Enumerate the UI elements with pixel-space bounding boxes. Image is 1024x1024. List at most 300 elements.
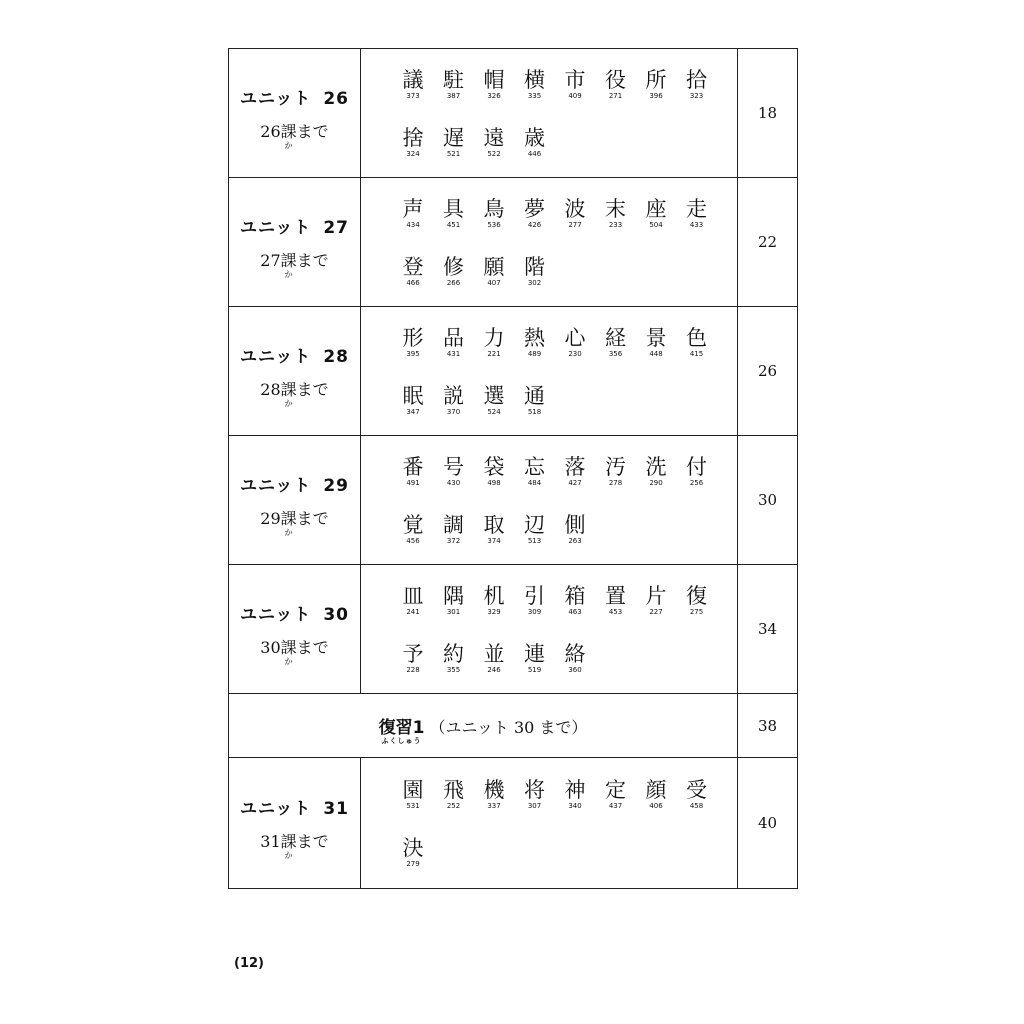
kanji-char: 約 (443, 642, 464, 666)
kanji-char: 辺 (524, 513, 545, 537)
lesson-number: 28 (260, 380, 281, 399)
kanji-number: 456 (406, 537, 420, 545)
kanji-entry (644, 584, 685, 616)
kanji-number: 301 (446, 608, 461, 616)
toc-table (228, 48, 798, 889)
unit-title-label: ユニット (240, 347, 312, 367)
unit-cell (229, 436, 361, 565)
kanji-number: 522 (487, 150, 501, 158)
kanji-number: 360 (568, 666, 582, 674)
kanji-entry (644, 326, 685, 358)
kanji-char: 番 (402, 455, 424, 479)
kanji-entry (401, 126, 442, 158)
kanji-number: 458 (689, 802, 704, 810)
kanji-number: 279 (406, 860, 420, 868)
kanji-entry (563, 455, 604, 487)
kanji-number: 463 (568, 608, 582, 616)
lesson-kanji-ruby (280, 377, 297, 408)
kanji-number: 466 (406, 279, 420, 287)
kanji-cell (361, 436, 738, 565)
unit-cell (229, 758, 361, 889)
kanji-char: 復 (686, 584, 707, 608)
kanji-number: 221 (487, 350, 501, 358)
kanji-char: 登 (402, 255, 424, 279)
kanji-entry (442, 68, 483, 100)
kanji-line (401, 455, 737, 487)
kanji-char: 調 (443, 513, 464, 537)
kanji-entry (482, 778, 523, 810)
kanji-number: 395 (406, 350, 420, 358)
kanji-char: 品 (443, 326, 464, 350)
lesson-kanji-ruby (280, 506, 297, 537)
lesson-number: 30 (260, 638, 281, 657)
unit-title (229, 471, 360, 496)
kanji-number: 271 (608, 92, 623, 100)
kanji-number: 524 (487, 408, 501, 416)
kanji-number: 434 (406, 221, 420, 229)
kanji-entry (442, 513, 483, 545)
kanji-number: 448 (649, 350, 663, 358)
page-number: (12) (234, 956, 264, 971)
kanji-number: 431 (446, 350, 461, 358)
kanji-number: 513 (527, 537, 542, 545)
kanji-entry (401, 255, 442, 287)
kanji-line (401, 255, 737, 287)
kanji-char: 汚 (605, 455, 626, 479)
kanji-line (401, 384, 737, 416)
review-row (229, 694, 798, 758)
unit-lesson-range (260, 635, 329, 666)
kanji-entry (644, 68, 685, 100)
kanji-char: 横 (524, 68, 545, 92)
kanji-line (401, 513, 737, 545)
lesson-kanji: 課 (280, 122, 297, 141)
unit-title (229, 342, 360, 367)
lesson-number: 27 (260, 251, 281, 270)
kanji-entry (401, 642, 442, 674)
review-title (378, 713, 425, 745)
unit-lesson-range (260, 506, 329, 537)
kanji-number: 484 (527, 479, 542, 487)
kanji-entry (563, 642, 604, 674)
kanji-entry (442, 384, 483, 416)
unit-lesson-range (260, 829, 329, 860)
kanji-char: 通 (524, 384, 545, 408)
kanji-number: 275 (689, 608, 704, 616)
kanji-entry (482, 68, 523, 100)
kanji-char: 走 (686, 197, 707, 221)
kanji-entry (482, 455, 523, 487)
kanji-entry (523, 778, 564, 810)
kanji-number: 519 (527, 666, 542, 674)
lesson-kanji: 課 (280, 832, 297, 851)
kanji-number: 521 (446, 150, 461, 158)
kanji-char: 選 (483, 384, 505, 408)
kanji-number: 427 (568, 479, 582, 487)
lesson-kanji-ruby (280, 119, 297, 150)
unit-row (229, 565, 798, 694)
kanji-char: 定 (605, 778, 626, 802)
kanji-number: 290 (649, 479, 663, 487)
kanji-number: 228 (406, 666, 420, 674)
unit-lesson-range (260, 119, 329, 150)
unit-title-label: ユニット (240, 799, 312, 819)
review-cell (229, 694, 738, 758)
lesson-number: 26 (260, 122, 281, 141)
kanji-entry (482, 642, 523, 674)
review-number: 1 (412, 718, 425, 738)
kanji-entry (604, 326, 645, 358)
page-ref: 34 (738, 565, 798, 694)
kanji-char: 顔 (645, 778, 667, 802)
kanji-char: 声 (402, 197, 424, 221)
kanji-number: 227 (649, 608, 663, 616)
kanji-entry (523, 513, 564, 545)
kanji-number: 233 (608, 221, 623, 229)
kanji-number: 396 (649, 92, 663, 100)
kanji-char: 袋 (483, 455, 505, 479)
unit-number: 26 (323, 89, 349, 109)
kanji-entry (442, 778, 483, 810)
kanji-line (401, 126, 737, 158)
kanji-number: 277 (568, 221, 582, 229)
kanji-entry (482, 126, 523, 158)
unit-row (229, 436, 798, 565)
kanji-char: 波 (564, 197, 586, 221)
lesson-ruby: か (284, 657, 293, 666)
kanji-char: 神 (564, 778, 586, 802)
kanji-entry (523, 384, 564, 416)
kanji-entry (523, 197, 564, 229)
kanji-entry (523, 642, 564, 674)
unit-number: 29 (323, 476, 349, 496)
kanji-number: 373 (406, 92, 420, 100)
kanji-char: 役 (605, 68, 626, 92)
lesson-ruby: か (284, 851, 293, 860)
kanji-line (401, 68, 737, 100)
page-ref: 38 (738, 694, 798, 758)
unit-title-label: ユニット (240, 476, 312, 496)
kanji-entry (604, 778, 645, 810)
lesson-suffix: まで (296, 122, 329, 141)
kanji-char: 拾 (686, 68, 707, 92)
kanji-entry (523, 455, 564, 487)
lesson-number: 31 (260, 832, 281, 851)
kanji-char: 色 (686, 326, 707, 350)
kanji-entry (604, 584, 645, 616)
kanji-entry (523, 255, 564, 287)
kanji-char: 議 (402, 68, 424, 92)
kanji-char: 絡 (564, 642, 586, 666)
kanji-number: 335 (527, 92, 542, 100)
kanji-entry (563, 584, 604, 616)
kanji-char: 所 (645, 68, 667, 92)
kanji-entry (442, 197, 483, 229)
kanji-number: 337 (487, 802, 501, 810)
unit-title-label: ユニット (240, 605, 312, 625)
kanji-cell (361, 178, 738, 307)
lesson-ruby: か (284, 141, 293, 150)
kanji-char: 修 (443, 255, 464, 279)
kanji-number: 347 (406, 408, 420, 416)
kanji-entry (563, 778, 604, 810)
kanji-char: 覚 (402, 513, 424, 537)
kanji-char: 夢 (524, 197, 545, 221)
kanji-char: 説 (443, 384, 464, 408)
kanji-entry (523, 68, 564, 100)
lesson-ruby: か (284, 399, 293, 408)
kanji-char: 眠 (402, 384, 424, 408)
page-ref: 18 (738, 49, 798, 178)
kanji-char: 形 (402, 326, 424, 350)
lesson-number: 29 (260, 509, 281, 528)
kanji-char: 歳 (524, 126, 545, 150)
kanji-number: 446 (527, 150, 542, 158)
unit-cell (229, 49, 361, 178)
kanji-char: 力 (483, 326, 505, 350)
kanji-number: 518 (527, 408, 542, 416)
unit-cell (229, 178, 361, 307)
lesson-ruby: か (284, 270, 293, 279)
kanji-char: 予 (402, 642, 424, 666)
lesson-kanji-ruby (280, 635, 297, 666)
toc-body (229, 49, 798, 889)
kanji-char: 引 (524, 584, 545, 608)
kanji-number: 323 (689, 92, 704, 100)
kanji-number: 407 (487, 279, 501, 287)
kanji-entry (563, 68, 604, 100)
kanji-char: 側 (564, 513, 586, 537)
kanji-char: 遠 (483, 126, 505, 150)
kanji-char: 片 (645, 584, 667, 608)
kanji-entry (482, 255, 523, 287)
kanji-number: 531 (406, 802, 420, 810)
kanji-number: 340 (568, 802, 582, 810)
kanji-char: 取 (483, 513, 505, 537)
kanji-entry (482, 326, 523, 358)
kanji-entry (685, 455, 726, 487)
lesson-suffix: まで (296, 251, 329, 270)
kanji-entry (685, 68, 726, 100)
kanji-char: 置 (605, 584, 626, 608)
kanji-char: 帽 (483, 68, 505, 92)
kanji-cell (361, 758, 738, 889)
kanji-number: 307 (527, 802, 542, 810)
kanji-entry (482, 513, 523, 545)
kanji-cell (361, 565, 738, 694)
unit-title (229, 84, 360, 109)
kanji-number: 387 (446, 92, 461, 100)
kanji-char: 捨 (402, 126, 424, 150)
kanji-number: 374 (487, 537, 501, 545)
unit-row (229, 178, 798, 307)
kanji-entry (604, 68, 645, 100)
kanji-entry (685, 584, 726, 616)
page-ref: 26 (738, 307, 798, 436)
kanji-number: 256 (689, 479, 704, 487)
kanji-entry (401, 513, 442, 545)
kanji-entry (442, 642, 483, 674)
kanji-number: 504 (649, 221, 663, 229)
kanji-line (401, 836, 737, 868)
kanji-entry (401, 384, 442, 416)
kanji-char: 隅 (443, 584, 464, 608)
unit-number: 31 (323, 799, 349, 819)
kanji-number: 266 (446, 279, 461, 287)
kanji-char: 市 (564, 68, 586, 92)
kanji-char: 洗 (645, 455, 667, 479)
kanji-number: 498 (487, 479, 501, 487)
lesson-kanji: 課 (280, 251, 297, 270)
kanji-entry (401, 197, 442, 229)
kanji-entry (442, 455, 483, 487)
lesson-suffix: まで (296, 832, 329, 851)
kanji-cell (361, 307, 738, 436)
kanji-number: 355 (446, 666, 461, 674)
kanji-number: 246 (487, 666, 501, 674)
kanji-number: 453 (608, 608, 623, 616)
kanji-char: 落 (564, 455, 586, 479)
kanji-entry (523, 126, 564, 158)
kanji-number: 252 (446, 802, 461, 810)
kanji-entry (442, 584, 483, 616)
unit-number: 30 (323, 605, 349, 625)
kanji-char: 鳥 (483, 197, 505, 221)
review-label: 復習 (378, 718, 413, 738)
kanji-char: 遅 (443, 126, 464, 150)
unit-lesson-range (260, 377, 329, 408)
kanji-entry (644, 778, 685, 810)
kanji-number: 278 (608, 479, 623, 487)
kanji-number: 536 (487, 221, 501, 229)
kanji-number: 415 (689, 350, 704, 358)
kanji-entry (644, 455, 685, 487)
kanji-entry (563, 513, 604, 545)
kanji-entry (563, 197, 604, 229)
lesson-kanji-ruby (280, 248, 297, 279)
kanji-number: 433 (689, 221, 704, 229)
kanji-char: 階 (524, 255, 545, 279)
kanji-char: 受 (686, 778, 707, 802)
lesson-ruby: か (284, 528, 293, 537)
unit-title (229, 213, 360, 238)
lesson-suffix: まで (296, 509, 329, 528)
kanji-char: 座 (645, 197, 667, 221)
kanji-entry (442, 326, 483, 358)
review-detail: （ユニット 30 まで） (429, 718, 588, 737)
kanji-number: 430 (446, 479, 461, 487)
kanji-number: 263 (568, 537, 582, 545)
kanji-entry (401, 68, 442, 100)
page-ref: 40 (738, 758, 798, 889)
kanji-char: 連 (524, 642, 545, 666)
unit-title-label: ユニット (240, 218, 312, 238)
kanji-number: 409 (568, 92, 582, 100)
kanji-line (401, 778, 737, 810)
kanji-entry (482, 197, 523, 229)
kanji-cell (361, 49, 738, 178)
kanji-entry (604, 197, 645, 229)
kanji-line (401, 584, 737, 616)
kanji-number: 451 (446, 221, 461, 229)
kanji-number: 356 (608, 350, 623, 358)
kanji-char: 皿 (402, 584, 424, 608)
kanji-entry (401, 836, 442, 868)
kanji-char: 経 (605, 326, 626, 350)
lesson-suffix: まで (296, 380, 329, 399)
unit-row (229, 758, 798, 889)
kanji-entry (442, 126, 483, 158)
kanji-entry (563, 326, 604, 358)
kanji-number: 230 (568, 350, 582, 358)
kanji-entry (401, 326, 442, 358)
kanji-entry (442, 255, 483, 287)
unit-number: 28 (323, 347, 349, 367)
unit-number: 27 (323, 218, 349, 238)
kanji-char: 熱 (524, 326, 545, 350)
page-ref: 30 (738, 436, 798, 565)
kanji-line (401, 197, 737, 229)
lesson-kanji: 課 (280, 380, 297, 399)
kanji-char: 箱 (564, 584, 586, 608)
unit-lesson-range (260, 248, 329, 279)
kanji-char: 将 (524, 778, 545, 802)
kanji-number: 406 (649, 802, 663, 810)
kanji-char: 駐 (443, 68, 464, 92)
kanji-entry (685, 326, 726, 358)
kanji-char: 願 (483, 255, 505, 279)
kanji-number: 372 (446, 537, 461, 545)
unit-row (229, 49, 798, 178)
kanji-number: 302 (527, 279, 542, 287)
lesson-kanji: 課 (280, 638, 297, 657)
kanji-char: 機 (483, 778, 505, 802)
kanji-number: 426 (527, 221, 542, 229)
kanji-char: 付 (686, 455, 707, 479)
kanji-number: 370 (446, 408, 461, 416)
page-ref: 22 (738, 178, 798, 307)
kanji-char: 並 (483, 642, 505, 666)
kanji-entry (401, 584, 442, 616)
kanji-char: 号 (443, 455, 464, 479)
kanji-line (401, 642, 737, 674)
kanji-number: 329 (487, 608, 501, 616)
kanji-number: 241 (406, 608, 420, 616)
kanji-entry (401, 455, 442, 487)
review-ruby: ふくしゅう (381, 737, 422, 745)
lesson-suffix: まで (296, 638, 329, 657)
kanji-entry (685, 197, 726, 229)
kanji-entry (523, 584, 564, 616)
kanji-number: 309 (527, 608, 542, 616)
kanji-char: 景 (645, 326, 667, 350)
unit-row (229, 307, 798, 436)
kanji-entry (644, 197, 685, 229)
kanji-number: 326 (487, 92, 501, 100)
unit-title-label: ユニット (240, 89, 312, 109)
kanji-line (401, 326, 737, 358)
kanji-entry (482, 584, 523, 616)
kanji-char: 机 (483, 584, 505, 608)
kanji-entry (685, 778, 726, 810)
kanji-number: 324 (406, 150, 420, 158)
kanji-char: 決 (402, 836, 424, 860)
unit-title (229, 600, 360, 625)
kanji-char: 心 (564, 326, 586, 350)
lesson-kanji: 課 (280, 509, 297, 528)
kanji-number: 489 (527, 350, 542, 358)
unit-cell (229, 307, 361, 436)
